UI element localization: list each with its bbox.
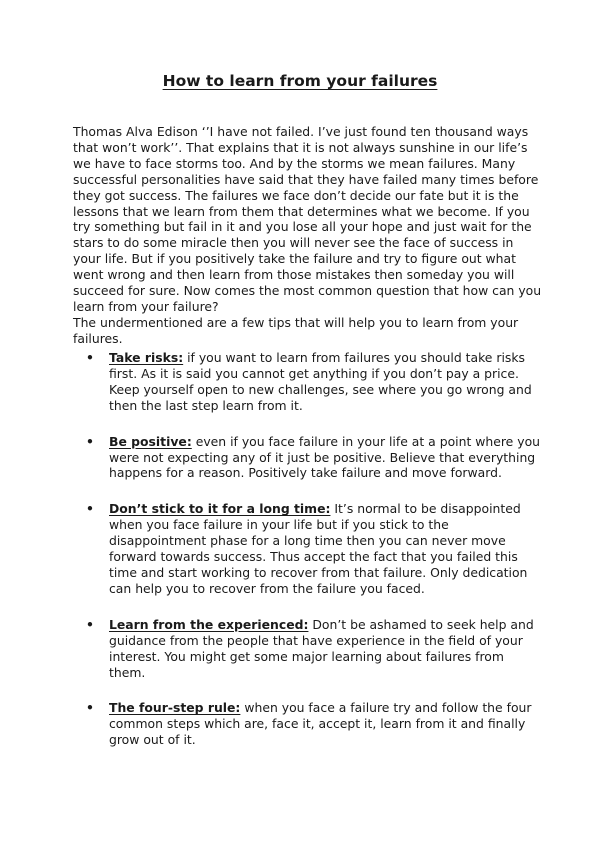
tip-item-four-step-rule xyxy=(73,700,543,748)
tip-text: It’s normal to be disappointed when you face failure in your life but if you stick to the disappointment phase for a long time then you can never move forward towards success. Thus accept the fact that you failed this time and start working to recover from that failure. Only dedication can help you to recover from the failure you faced. xyxy=(109,501,528,596)
tips-list xyxy=(73,350,543,768)
tip-item-dont-stick xyxy=(73,501,543,596)
tip-heading: Be positive: xyxy=(109,433,192,449)
tip-text: if you want to learn from failures you should take risks first. As it is said you cannot get anything if you don’t pay a price. Keep yourself open to new challenges, see where you go wrong and then the last step learn from it. xyxy=(109,350,532,413)
tip-text: even if you face failure in your life at a point where you were not expecting any of it just be positive. Believe that everything happens for a reason. Positively take failure and move forward. xyxy=(109,433,541,481)
bullet-icon: • xyxy=(86,616,94,632)
bullet-icon: • xyxy=(86,350,94,365)
tip-item-learn-from-experienced xyxy=(73,617,543,681)
tip-item-be-positive xyxy=(73,434,543,482)
document-title: How to learn from your failures xyxy=(162,72,438,90)
tip-heading: Don’t stick to it for a long time: xyxy=(109,501,331,517)
tip-item-take-risks xyxy=(73,350,543,414)
tips-intro-paragraph: The undermentioned are a few tips that will help you to learn from your failures. xyxy=(73,315,519,346)
intro-paragraph: Thomas Alva Edison ‘’I have not failed. I’ve just found ten thousand ways that won’t work’’. That explains that it is not always sunshine in our life’s we have to face storms too. And by the storms we mean failures. Many successful personalities have said that they have failed many times before they got success. The failures we face don’t decide our fate but it is the lessons that we learn from them that determines what we become. If you try something but fail in it and you lose all your hope and just wait for the stars to do some miracle then you will never see the face of success in your life. But if you positively take the failure and try to figure out what went wrong and then learn from those mistakes then someday you will succeed for sure. Now comes the most common question that how can you learn from your failure? xyxy=(73,124,542,314)
bullet-icon: • xyxy=(86,700,94,716)
tip-heading: The four-step rule: xyxy=(109,700,241,716)
bullet-icon: • xyxy=(86,501,94,517)
tip-heading: Learn from the experienced: xyxy=(109,616,309,632)
tip-text: when you face a failure try and follow the four common steps which are, face it, accept it, learn from it and finally grow out of it. xyxy=(109,700,532,748)
tip-heading: Take risks: xyxy=(109,350,184,365)
tip-text: Don’t be ashamed to seek help and guidance from the people that have experience in the field of your interest. You might get some major learning about failures from them. xyxy=(109,616,534,680)
bullet-icon: • xyxy=(86,433,94,449)
